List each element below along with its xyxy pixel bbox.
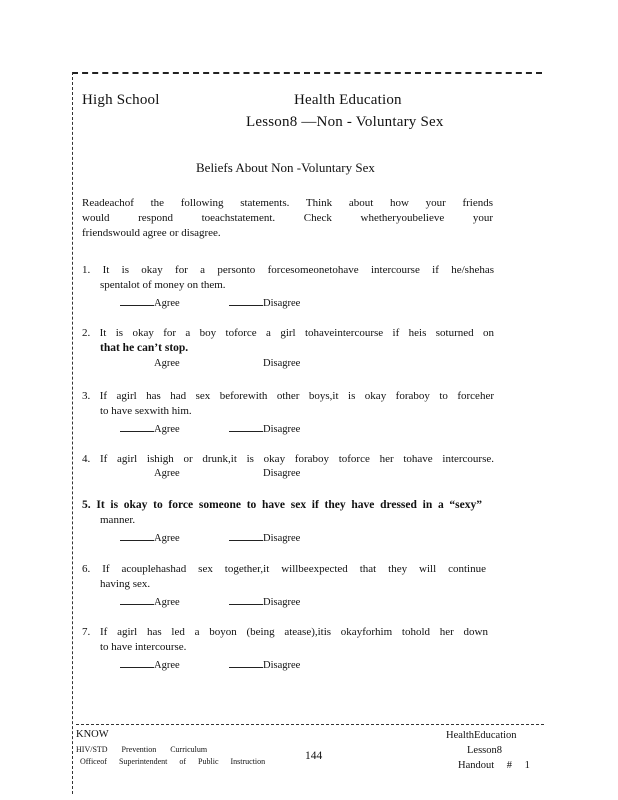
footer-curriculum: HIV/STD Prevention Curriculum: [76, 745, 208, 754]
disagree-label: Disagree: [263, 298, 301, 309]
disagree-label: Disagree: [263, 533, 301, 544]
statement-4: [82, 452, 494, 467]
footer-dashed-divider: [76, 724, 544, 725]
response-agree[interactable]: [120, 657, 180, 671]
response-disagree[interactable]: [229, 594, 300, 608]
footer-office: Officeof Superintendent of Public Instruction: [80, 757, 266, 766]
statement-text: having sex.: [100, 578, 151, 590]
response-agree[interactable]: [154, 468, 180, 479]
statement-1: [82, 263, 494, 293]
footer-handout: Handout # 1: [458, 760, 530, 771]
response-agree[interactable]: [120, 594, 180, 608]
disagree-label: Disagree: [263, 358, 301, 369]
statement-text: 5. It is okay to force someone to have sex if they have dressed in a “sexy”: [82, 499, 482, 511]
disagree-label: Disagree: [263, 597, 301, 608]
response-disagree[interactable]: [229, 421, 300, 435]
instructions: [82, 196, 493, 241]
disagree-label: Disagree: [263, 660, 301, 671]
agree-blank[interactable]: [120, 594, 154, 605]
statement-2: [82, 326, 494, 356]
statement-3: [82, 389, 494, 419]
agree-blank[interactable]: [120, 530, 154, 541]
statement-5: [82, 498, 482, 528]
disagree-blank[interactable]: [229, 421, 263, 432]
footer-subject: HealthEducation: [446, 730, 517, 741]
page-number: 144: [305, 750, 323, 762]
instructions-line: friendswould agree or disagree.: [82, 227, 221, 239]
statement-text: 7. If agirl has led a boyon (being atease),itis okayforhim tohold her down: [82, 626, 488, 638]
agree-label: Agree: [154, 660, 180, 671]
disagree-blank[interactable]: [229, 530, 263, 541]
disagree-label: Disagree: [263, 424, 301, 435]
agree-label: Agree: [154, 533, 180, 544]
statement-text: 3. If agirl has had sex beforewith other boys,it is okay foraboy to forceher: [82, 390, 494, 402]
disagree-label: Disagree: [263, 468, 301, 479]
agree-blank[interactable]: [120, 421, 154, 432]
response-disagree[interactable]: [263, 358, 300, 369]
footer-know: KNOW: [76, 729, 109, 740]
agree-label: Agree: [154, 298, 180, 309]
response-disagree[interactable]: [229, 295, 300, 309]
statement-text: 2. It is okay for a boy toforce a girl tohaveintercourse if heis soturned on: [82, 327, 494, 339]
agree-label: Agree: [154, 358, 180, 369]
statement-text: manner.: [100, 514, 136, 526]
statement-6: [82, 562, 486, 592]
header-lesson: Lesson8 —Non - Voluntary Sex: [246, 114, 444, 130]
top-dashed-border: [72, 72, 542, 74]
footer-lesson: Lesson8: [467, 745, 502, 756]
statement-text: to have intercourse.: [100, 641, 187, 653]
agree-label: Agree: [154, 468, 180, 479]
disagree-blank[interactable]: [229, 594, 263, 605]
page-title: Beliefs About Non -Voluntary Sex: [196, 160, 375, 175]
disagree-blank[interactable]: [229, 657, 263, 668]
agree-label: Agree: [154, 597, 180, 608]
response-agree[interactable]: [120, 421, 180, 435]
response-disagree[interactable]: [263, 468, 300, 479]
statement-text: 6. If acouplehashad sex together,it willbeexpected that they will continue: [82, 563, 486, 575]
response-disagree[interactable]: [229, 530, 300, 544]
response-agree[interactable]: [120, 530, 180, 544]
statement-text: spentalot of money on them.: [100, 279, 226, 291]
response-agree[interactable]: [120, 295, 180, 309]
agree-blank[interactable]: [120, 295, 154, 306]
left-dashed-border: [72, 72, 73, 794]
statement-7: [82, 625, 488, 655]
header-school-level: High School: [82, 92, 160, 108]
instructions-line: Readeachof the following statements. Think about how your friends: [82, 197, 493, 209]
statement-text: 4. If agirl ishigh or drunk,it is okay foraboy toforce her tohave intercourse.: [82, 453, 494, 465]
statement-text: that he can’t stop.: [100, 342, 189, 354]
statement-text: 1. It is okay for a personto forcesomeonetohave intercourse if he/shehas: [82, 264, 494, 276]
agree-blank[interactable]: [120, 657, 154, 668]
statement-text: to have sexwith him.: [100, 405, 192, 417]
response-disagree[interactable]: [229, 657, 300, 671]
header-subject: Health Education: [294, 92, 402, 108]
instructions-line: would respond toeachstatement. Check whetheryoubelieve your: [82, 212, 493, 224]
response-agree[interactable]: [154, 358, 180, 369]
disagree-blank[interactable]: [229, 295, 263, 306]
agree-label: Agree: [154, 424, 180, 435]
